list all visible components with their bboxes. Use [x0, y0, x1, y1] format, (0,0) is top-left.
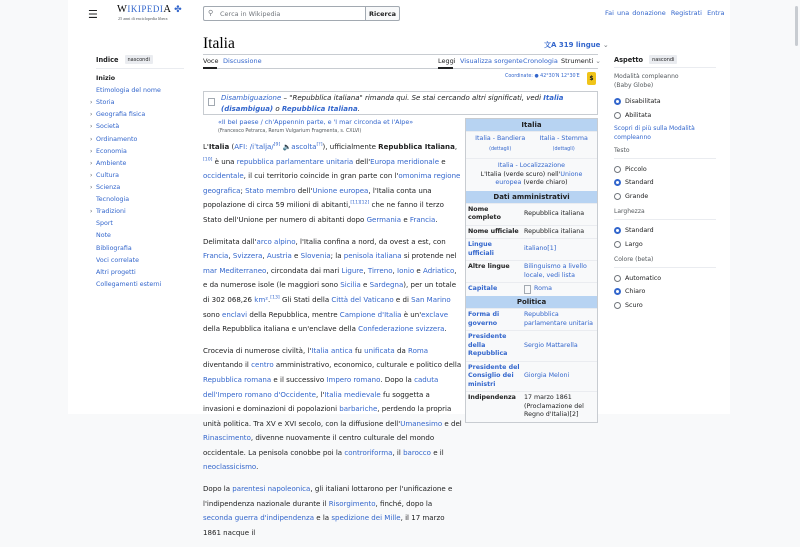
text-run: – "Repubblica italiana" rimanda qui. Se stai cercando altri significati, vedi [281, 94, 544, 102]
toc-hide-button[interactable]: nascondi [125, 55, 153, 64]
text-run: . Dopo la [380, 374, 415, 384]
text-run: , il [392, 447, 404, 457]
inline-link[interactable]: Unione europea [495, 170, 583, 186]
infobox-key[interactable]: Lingue ufficiali [468, 241, 494, 257]
toc-item-label: Bibliografia [96, 244, 132, 252]
text-run: . [444, 324, 447, 334]
divider [614, 267, 716, 268]
inline-link[interactable]: Francia [203, 251, 229, 261]
wikipedia-logo[interactable] [117, 4, 187, 21]
radio-label: Largo [625, 240, 643, 248]
paragraph [203, 140, 463, 228]
text-run: o [273, 105, 282, 113]
infobox-key[interactable]: Capitale [468, 285, 498, 292]
toc-item[interactable] [90, 109, 221, 121]
login-link[interactable]: Entra [707, 9, 725, 17]
article-body [203, 140, 463, 547]
inline-link[interactable]: Rinascimento [203, 433, 251, 443]
search-placeholder: Cerca in Wikipedia [220, 10, 281, 18]
toc-item[interactable] [90, 121, 221, 133]
text-run: fu soggetta a invasioni e dominazioni di popolazioni [203, 389, 430, 414]
toc-item-label: Note [96, 232, 111, 240]
radio-button[interactable] [614, 275, 621, 282]
radio-label: Standard [625, 227, 654, 235]
text-run[interactable]: Disambiguazione [221, 94, 282, 102]
radio-label: Automatico [625, 274, 662, 282]
search-icon: ⚲ [208, 9, 214, 17]
toc-item-label: Scienza [96, 183, 121, 191]
paragraph [203, 235, 463, 337]
toc-item[interactable] [96, 230, 221, 242]
map-caption [472, 171, 591, 188]
text-run: . [256, 462, 259, 472]
radio-label: Abilitata [625, 111, 652, 119]
infobox-key: Nome ufficiale [468, 227, 519, 235]
toc-item[interactable] [90, 97, 221, 109]
chevron-right-icon[interactable]: › [90, 171, 93, 179]
scrollbar[interactable] [795, 6, 798, 46]
epigraph [218, 118, 463, 134]
text-run: e di [393, 294, 412, 304]
toc-item[interactable] [96, 279, 221, 291]
chevron-down-icon: ⌄ [602, 41, 609, 49]
text-run: 🔈 [280, 142, 292, 151]
text-run: , e da numerose isole (le maggiori sono [203, 265, 457, 290]
coordinates [505, 74, 580, 79]
divider [96, 68, 184, 69]
inline-link[interactable]: Impero romano [326, 374, 381, 384]
tab-discussione[interactable]: Discussione [223, 57, 262, 65]
infobox-value: 17 marzo 1861 (Proclamazione del Regno d'Italia)[2] [524, 394, 584, 418]
infobox-row [466, 361, 597, 392]
text-run: Italia [208, 142, 230, 151]
text-run: si protende nel [401, 251, 457, 261]
radio-button[interactable] [614, 179, 621, 186]
toc-item-label: Collegamenti esterni [96, 280, 162, 288]
inline-link[interactable]: AFI [234, 142, 246, 151]
text-run: , il cui territorio coincide in gran parte con l' [243, 171, 399, 181]
infobox-value[interactable]: Sergio Mattarella [524, 341, 578, 349]
toc-item[interactable] [96, 85, 221, 97]
text-run: e [360, 280, 370, 290]
infobox-row [466, 203, 597, 225]
toc-item[interactable] [96, 243, 221, 255]
infobox-section-header: Politica [466, 296, 597, 308]
citation-link[interactable]: [9] [273, 142, 281, 148]
language-count: 319 lingue [558, 41, 601, 49]
radio-option[interactable] [614, 272, 716, 285]
toc-item[interactable] [90, 170, 221, 182]
radio-option[interactable] [614, 190, 716, 203]
toc-item-label: Economia [96, 147, 127, 155]
flag-link[interactable]: Italia - Bandiera [475, 135, 526, 142]
toc-item-label: Etimologia del nome [96, 87, 161, 95]
inline-link[interactable]: seconda guerra d'indipendenza [203, 513, 315, 523]
text-run: e [291, 251, 301, 261]
chevron-right-icon[interactable]: › [90, 135, 93, 143]
text-run: e del [442, 418, 462, 428]
radio-option[interactable] [614, 176, 716, 189]
radio-button[interactable] [614, 166, 621, 173]
toc-item[interactable] [96, 194, 221, 206]
toc-item-label: Società [96, 123, 120, 131]
toc-item-label: Inizio [96, 75, 116, 82]
text-run: (verde chiaro) [521, 179, 568, 186]
appearance-title: Aspetto [614, 55, 644, 64]
text-run: , l' [316, 389, 325, 399]
infobox-key: Altre lingue [468, 263, 510, 270]
radio-button[interactable] [614, 193, 621, 200]
inline-link[interactable]: mar Mediterraneo [203, 265, 267, 275]
text-run: ), ufficialmente [322, 142, 379, 151]
text-run: diventando il [203, 360, 252, 370]
infobox-key: Nome completo [468, 205, 501, 221]
radio-option[interactable] [614, 163, 716, 176]
infobox-value[interactable]: Bilinguismo a livello locale, vedi lista [524, 263, 587, 279]
text-run: che ne fanno il terzo Stato dell'Unione per numero di abitanti dopo [203, 200, 444, 224]
paragraph [203, 482, 463, 540]
infobox-row [466, 225, 597, 239]
text-run: e il successivo [271, 374, 327, 384]
inline-link[interactable]: Sardegna [369, 280, 404, 290]
toc-item-label: Altri progetti [96, 268, 136, 276]
radio-label: Chiaro [625, 288, 646, 296]
toc-item[interactable] [90, 182, 221, 194]
infobox-key[interactable]: Presidente della Repubblica [468, 333, 508, 357]
infobox-key[interactable]: Forma di governo [468, 311, 500, 327]
radio-option[interactable] [614, 108, 716, 121]
infobox-value[interactable]: Repubblica parlamentare unitaria [524, 311, 593, 327]
citation-link[interactable]: [?] [316, 142, 323, 148]
infobox-value: Repubblica italiana [524, 209, 585, 217]
inline-link[interactable]: Italia medievale [324, 389, 381, 399]
quote-source: (Francesco Petrarca, Rerum Vulgarium Fragmenta, s. CXLVI) [218, 129, 362, 134]
text-run: , il 17 marzo 1861 nacque il [203, 513, 445, 537]
text-run: , perdendo la propria unità politica. Tra XV e XVI secolo, con la diffusione dell' [203, 404, 452, 428]
text-run: Repubblica Italiana [378, 142, 455, 151]
text-run: , l'Italia conta una popolazione di circa 59 milioni di abitanti, [203, 185, 432, 210]
citation-link[interactable]: [10] [203, 157, 213, 163]
toc-item-label: Ordinamento [96, 135, 138, 143]
radio-label: Standard [625, 179, 654, 187]
text-run: . [268, 294, 271, 304]
infobox-row [466, 282, 597, 296]
map-link[interactable]: Italia - Localizzazione [497, 162, 566, 169]
radio-button[interactable] [614, 288, 621, 295]
text-run: Dopo la [203, 484, 233, 494]
text-run: e [401, 214, 410, 224]
citation-link[interactable]: [11][12] [350, 201, 370, 207]
tab-visualizza-sorgente[interactable]: Visualizza sorgente [460, 57, 523, 65]
infobox-value: Repubblica italiana [524, 227, 585, 235]
text-run: , gli italiani lottarono per l'unificazione e l'indipendenza nazionale durante il [203, 484, 453, 508]
divider [614, 67, 716, 68]
user-links [605, 9, 727, 17]
chevron-right-icon[interactable]: › [90, 111, 93, 119]
inline-link[interactable]: barocco [403, 447, 431, 457]
inline-link[interactable]: Tirreno [367, 265, 393, 275]
tools-label: Strumenti [561, 57, 594, 65]
appearance-group-label: Larghezza [614, 207, 645, 215]
text-run: Crocevia di numerose civiltà, l' [203, 345, 312, 355]
text-run: ), per un totale di 302 068,26 [203, 280, 457, 304]
inline-link[interactable]: unificata [364, 345, 395, 355]
appearance-group-label: Testo [614, 146, 630, 154]
infobox-row [466, 391, 597, 422]
inline-link[interactable]: Adriatico [423, 265, 455, 275]
inline-link[interactable]: barbariche [339, 404, 378, 414]
inline-link[interactable]: Umanesimo [400, 418, 443, 428]
text-run: L'Italia (verde scuro) nell' [480, 170, 561, 178]
chevron-right-icon[interactable]: › [90, 208, 93, 216]
tab-cronologia[interactable]: Cronologia [523, 57, 558, 65]
inline-link[interactable]: omonima regione geografica [203, 171, 461, 195]
toc-item[interactable] [90, 158, 221, 170]
inline-link[interactable]: spedizione dei Mille [331, 513, 401, 523]
inline-link[interactable]: Ionio [397, 265, 415, 275]
text-run: fu [352, 345, 365, 355]
inline-link[interactable]: Confederazione svizzera [358, 324, 445, 334]
text-run: L' [203, 142, 209, 151]
text-run: Delimitata dall' [203, 236, 257, 246]
flag-details[interactable]: (dettagli) [489, 146, 512, 152]
toc-item[interactable] [96, 255, 221, 267]
active-tab-indicator [438, 67, 453, 69]
infobox-value[interactable]: Giorgia Meloni [524, 372, 570, 379]
infobox-key[interactable]: Presidente del Consiglio dei ministri [468, 363, 520, 388]
toc-item[interactable] [90, 206, 221, 218]
emblem-link[interactable]: Italia - Stemma [539, 135, 588, 142]
inline-link[interactable]: Repubblica romana [203, 374, 272, 384]
infobox-title: Italia [466, 119, 597, 131]
text-run: , [262, 251, 267, 261]
toc-item[interactable] [96, 267, 221, 279]
inline-link[interactable]: Campione d'Italia [339, 309, 402, 319]
radio-option[interactable] [614, 224, 716, 237]
text-run: sono [203, 309, 223, 319]
text-run: , [363, 265, 368, 275]
toc-item-label: Storia [96, 99, 115, 107]
text-run: della Repubblica italiana e un'enclave della [203, 324, 359, 334]
radio-option[interactable] [614, 95, 716, 108]
text-run: , l'Italia confina a nord, da ovest a est, con [295, 236, 446, 246]
text-run: ; [240, 185, 246, 195]
toc-item-label: Voci correlate [96, 256, 139, 264]
inline-link[interactable]: centro [251, 360, 274, 370]
tab-leggi[interactable]: Leggi [438, 57, 456, 65]
appearance-group-label: Modalità compleanno (Baby Globe) [614, 73, 679, 89]
radio-label: Disabilitata [625, 98, 661, 106]
infobox-images [466, 131, 597, 158]
inline-link[interactable]: Roma [408, 345, 429, 355]
chevron-right-icon[interactable]: › [90, 147, 93, 155]
search-input[interactable] [203, 6, 366, 21]
inline-link[interactable]: Germania [366, 214, 402, 224]
infobox-key: Indipendenza [468, 394, 516, 401]
emblem-details[interactable]: (dettagli) [552, 146, 575, 152]
text-run: , [228, 251, 233, 261]
inline-link[interactable]: Francia [409, 214, 436, 224]
text-run: da [394, 345, 409, 355]
inline-link[interactable]: Sicilia [340, 280, 361, 290]
donate-link[interactable]: Fai una donazione [605, 9, 666, 17]
inline-link[interactable]: Città del Vaticano [331, 294, 394, 304]
inline-link[interactable]: Austria [266, 251, 292, 261]
divider [614, 158, 716, 159]
inline-link[interactable]: caduta dell'Impero romano d'Occidente [203, 374, 439, 399]
infobox-row [466, 238, 597, 260]
search-button[interactable]: Ricerca [365, 6, 400, 21]
toc-item[interactable] [96, 218, 221, 230]
text-run: e [414, 265, 423, 275]
text-run: , finché, dopo la [375, 498, 433, 508]
inline-link[interactable]: parentesi napoleonica [232, 484, 311, 494]
text-run: della Repubblica, mentre [247, 309, 340, 319]
divider [614, 219, 716, 220]
coordinates-link[interactable]: 42°30′N 12°30′E [540, 74, 580, 79]
radio-button[interactable] [614, 302, 621, 309]
register-link[interactable]: Registrati [670, 9, 702, 17]
infobox [465, 118, 598, 423]
page-title: Italia [203, 35, 235, 52]
quote-text[interactable]: «Il bel paese / ch'Appennin parte, e 'l mar circonda et l'Alpe» [218, 118, 414, 126]
infobox-row [466, 330, 597, 361]
inline-link[interactable]: : /iˈtalja/ [245, 142, 274, 151]
infobox-row [466, 308, 597, 330]
radio-button[interactable] [614, 98, 621, 105]
radio-option[interactable] [614, 299, 716, 312]
toc-item-label: Sport [96, 220, 113, 228]
inline-link[interactable]: penisola italiana [343, 251, 402, 261]
chevron-right-icon[interactable]: › [90, 99, 93, 107]
language-button[interactable] [544, 40, 609, 50]
appearance-hide-button[interactable]: nascondi [649, 55, 677, 64]
inline-link[interactable]: controriforma [344, 447, 393, 457]
toc-item-label: Geografia fisica [96, 111, 146, 119]
inline-link[interactable]: repubblica parlamentare unitaria [236, 156, 354, 166]
text-run: , divenne nuovamente il centro culturale del mondo occidentale. La penisola conobbe poi la [203, 433, 435, 457]
inline-link[interactable]: Stato membro [245, 185, 296, 195]
infobox-map [466, 158, 597, 191]
tab-voce[interactable]: Voce [203, 57, 219, 65]
chevron-right-icon[interactable]: › [90, 183, 93, 191]
inline-link[interactable]: Ligure [341, 265, 364, 275]
radio-label: Piccolo [625, 165, 647, 173]
text-run: , [392, 265, 398, 275]
logo-tagline: 25 anni di enciclopedia libera [118, 16, 168, 21]
text-run: ( [229, 142, 235, 151]
hatnote-text [221, 94, 563, 113]
paragraph [203, 344, 463, 475]
text-run: e la [314, 513, 332, 523]
radio-label: Grande [625, 192, 649, 200]
translate-icon: 文A [544, 41, 557, 49]
toc-item-label: Ambiente [96, 159, 127, 167]
chevron-right-icon[interactable]: › [90, 123, 93, 131]
text-run: ; la [330, 251, 344, 261]
inline-link[interactable]: Risorgimento [328, 498, 376, 508]
inline-link[interactable]: Unione europea [312, 185, 369, 195]
inline-link[interactable]: exclave [421, 309, 449, 319]
text-run: e il [430, 447, 444, 457]
infobox-row [466, 260, 597, 282]
citation-link[interactable]: [13] [270, 295, 280, 301]
radio-button[interactable] [614, 227, 621, 234]
inline-link[interactable]: Slovenia [300, 251, 331, 261]
inline-link[interactable]: km² [254, 294, 269, 304]
text-run: . [435, 214, 438, 224]
radio-button[interactable] [614, 241, 621, 248]
coordinates-label: Coordinate: [505, 74, 533, 79]
tools-menu[interactable] [561, 57, 601, 65]
divider [203, 54, 598, 55]
toc-title: Indice [96, 55, 119, 64]
divider [203, 68, 598, 69]
text-run: amministrativo, economico, culturale e politico della [273, 360, 462, 370]
text-run: dell' [353, 156, 371, 166]
inline-link[interactable]: ascolta [291, 142, 317, 151]
lock-icon[interactable]: $ [587, 72, 596, 85]
learn-more-link[interactable]: Scopri di più sulla Modalità compleanno [614, 124, 695, 141]
radio-button[interactable] [614, 112, 621, 119]
text-run: Gli Stati della [279, 294, 332, 304]
text-run: , circondata dai mari [266, 265, 342, 275]
text-run: è una [212, 156, 237, 166]
inline-link[interactable]: Europa meridionale [370, 156, 440, 166]
image-icon [524, 285, 531, 294]
text-run: e [439, 156, 446, 166]
map-pin-icon: ● [534, 74, 539, 79]
toc-item-label: Cultura [96, 171, 120, 179]
inline-link[interactable]: San Marino [411, 294, 451, 304]
hatnote [203, 91, 598, 115]
text-run: , [454, 142, 458, 151]
chevron-right-icon[interactable]: › [90, 159, 93, 167]
chevron-down-icon: ⌄ [595, 57, 601, 65]
inline-link[interactable]: Italia (disambigua) [221, 94, 564, 113]
inline-link[interactable]: arco alpino [256, 236, 296, 246]
infobox-value[interactable]: italiano[1] [524, 245, 557, 253]
infobox-value[interactable]: Roma [522, 285, 597, 294]
inline-link[interactable]: occidentale [203, 171, 244, 181]
infobox-section-header: Dati amministrativi [466, 191, 597, 203]
radio-option[interactable] [614, 237, 716, 250]
text-run: dell' [295, 185, 313, 195]
inline-link[interactable]: Svizzera [232, 251, 263, 261]
inline-link[interactable]: Repubblica Italiana [281, 105, 358, 113]
logo-wordmark: WIKIPEDIA ✤ [117, 4, 183, 15]
table-of-contents [90, 55, 221, 291]
toc-item[interactable] [90, 146, 221, 158]
menu-icon[interactable]: ☰ [88, 8, 98, 21]
appearance-panel [614, 55, 716, 316]
toc-item[interactable] [90, 134, 221, 146]
inline-link[interactable]: neoclassicismo [203, 462, 257, 472]
appearance-group-label: Colore (beta) [614, 255, 654, 263]
text-run: . [357, 105, 360, 113]
inline-link[interactable]: Italia antica [311, 345, 353, 355]
inline-link[interactable]: enclavi [222, 309, 248, 319]
toc-item-label: Tradizioni [96, 208, 126, 216]
toc-item-label: Tecnologia [96, 196, 130, 204]
radio-label: Scuro [625, 301, 643, 309]
text-run: è un' [401, 309, 422, 319]
radio-option[interactable] [614, 285, 716, 298]
toc-item[interactable] [96, 73, 221, 85]
